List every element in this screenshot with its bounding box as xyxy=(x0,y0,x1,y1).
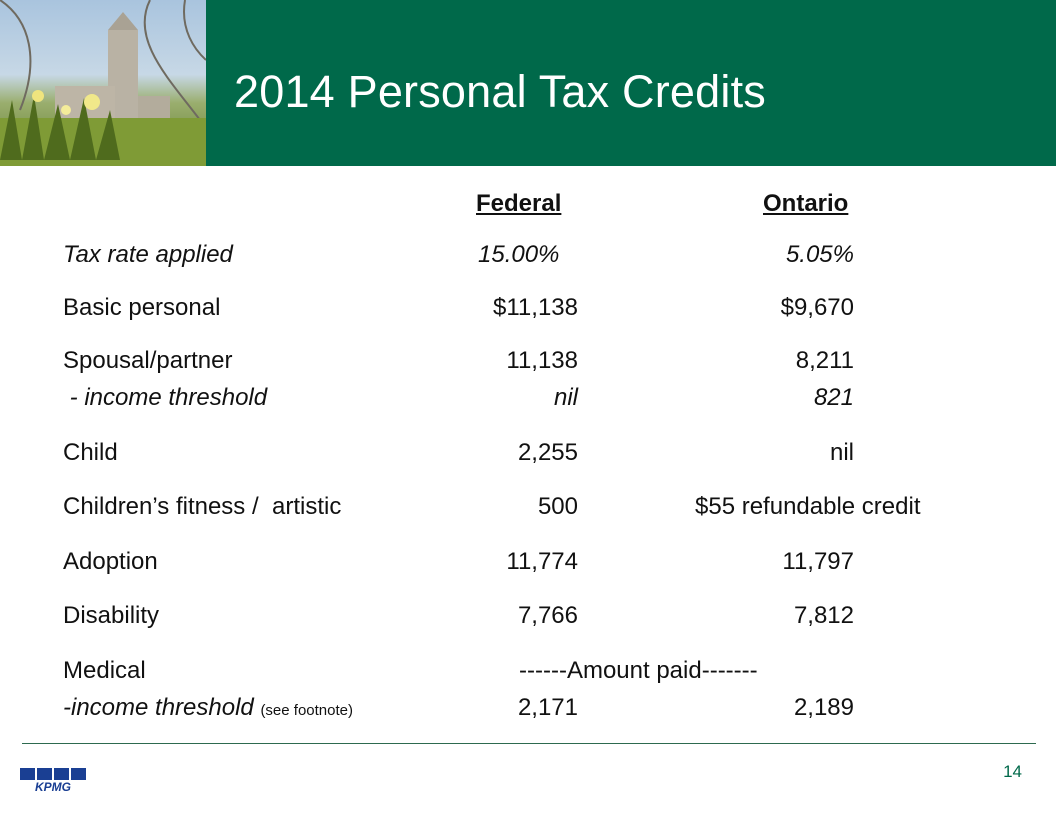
kpmg-logo-text: KPMG xyxy=(35,780,71,792)
ontario-value: $9,670 xyxy=(780,294,854,321)
row-label: - income threshold xyxy=(63,384,268,411)
page-number: 14 xyxy=(1003,762,1022,781)
ontario-value: 7,812 xyxy=(793,602,854,629)
footer-divider xyxy=(22,743,1036,744)
row-label: Child xyxy=(63,439,118,466)
ontario-value: $55 refundable credit xyxy=(695,493,921,520)
row-label: Adoption xyxy=(63,548,158,575)
federal-column-header: Federal xyxy=(476,190,562,217)
federal-value: 15.00% xyxy=(478,241,560,268)
federal-value: 7,766 xyxy=(517,602,578,629)
ontario-value: 2,189 xyxy=(793,694,854,721)
row-label xyxy=(63,694,353,725)
row-label: Basic personal xyxy=(63,294,221,321)
federal-value: 2,255 xyxy=(517,439,578,466)
federal-value: 2,171 xyxy=(517,694,578,721)
row-label: Medical xyxy=(63,657,146,684)
federal-value: 500 xyxy=(537,493,578,520)
row-label-text: -income threshold xyxy=(63,694,254,721)
footnote-reference: (see footnote) xyxy=(260,702,353,719)
ontario-value: nil xyxy=(829,439,854,466)
kpmg-logo-graphic xyxy=(18,768,88,792)
title-band xyxy=(206,0,1056,166)
ontario-value: 821 xyxy=(813,384,854,411)
kpmg-logo xyxy=(18,768,88,797)
ontario-column-header: Ontario xyxy=(763,190,849,217)
row-label: Tax rate applied xyxy=(63,241,233,268)
amount-paid-span: ------Amount paid------- xyxy=(519,657,758,684)
row-label: Disability xyxy=(63,602,160,629)
ontario-value: 8,211 xyxy=(795,347,854,374)
row-label: Children’s fitness / artistic xyxy=(63,493,342,520)
federal-value: 11,138 xyxy=(506,347,578,374)
federal-value: 11,774 xyxy=(506,548,578,575)
ontario-value: 11,797 xyxy=(782,548,854,575)
slide-title: 2014 Personal Tax Credits xyxy=(234,66,766,117)
campus-tower-image xyxy=(0,0,206,166)
row-label: Spousal/partner xyxy=(63,347,233,374)
header-photo xyxy=(0,0,206,166)
federal-value: nil xyxy=(553,384,578,411)
federal-value: $11,138 xyxy=(493,294,578,321)
ontario-value: 5.05% xyxy=(785,241,854,268)
